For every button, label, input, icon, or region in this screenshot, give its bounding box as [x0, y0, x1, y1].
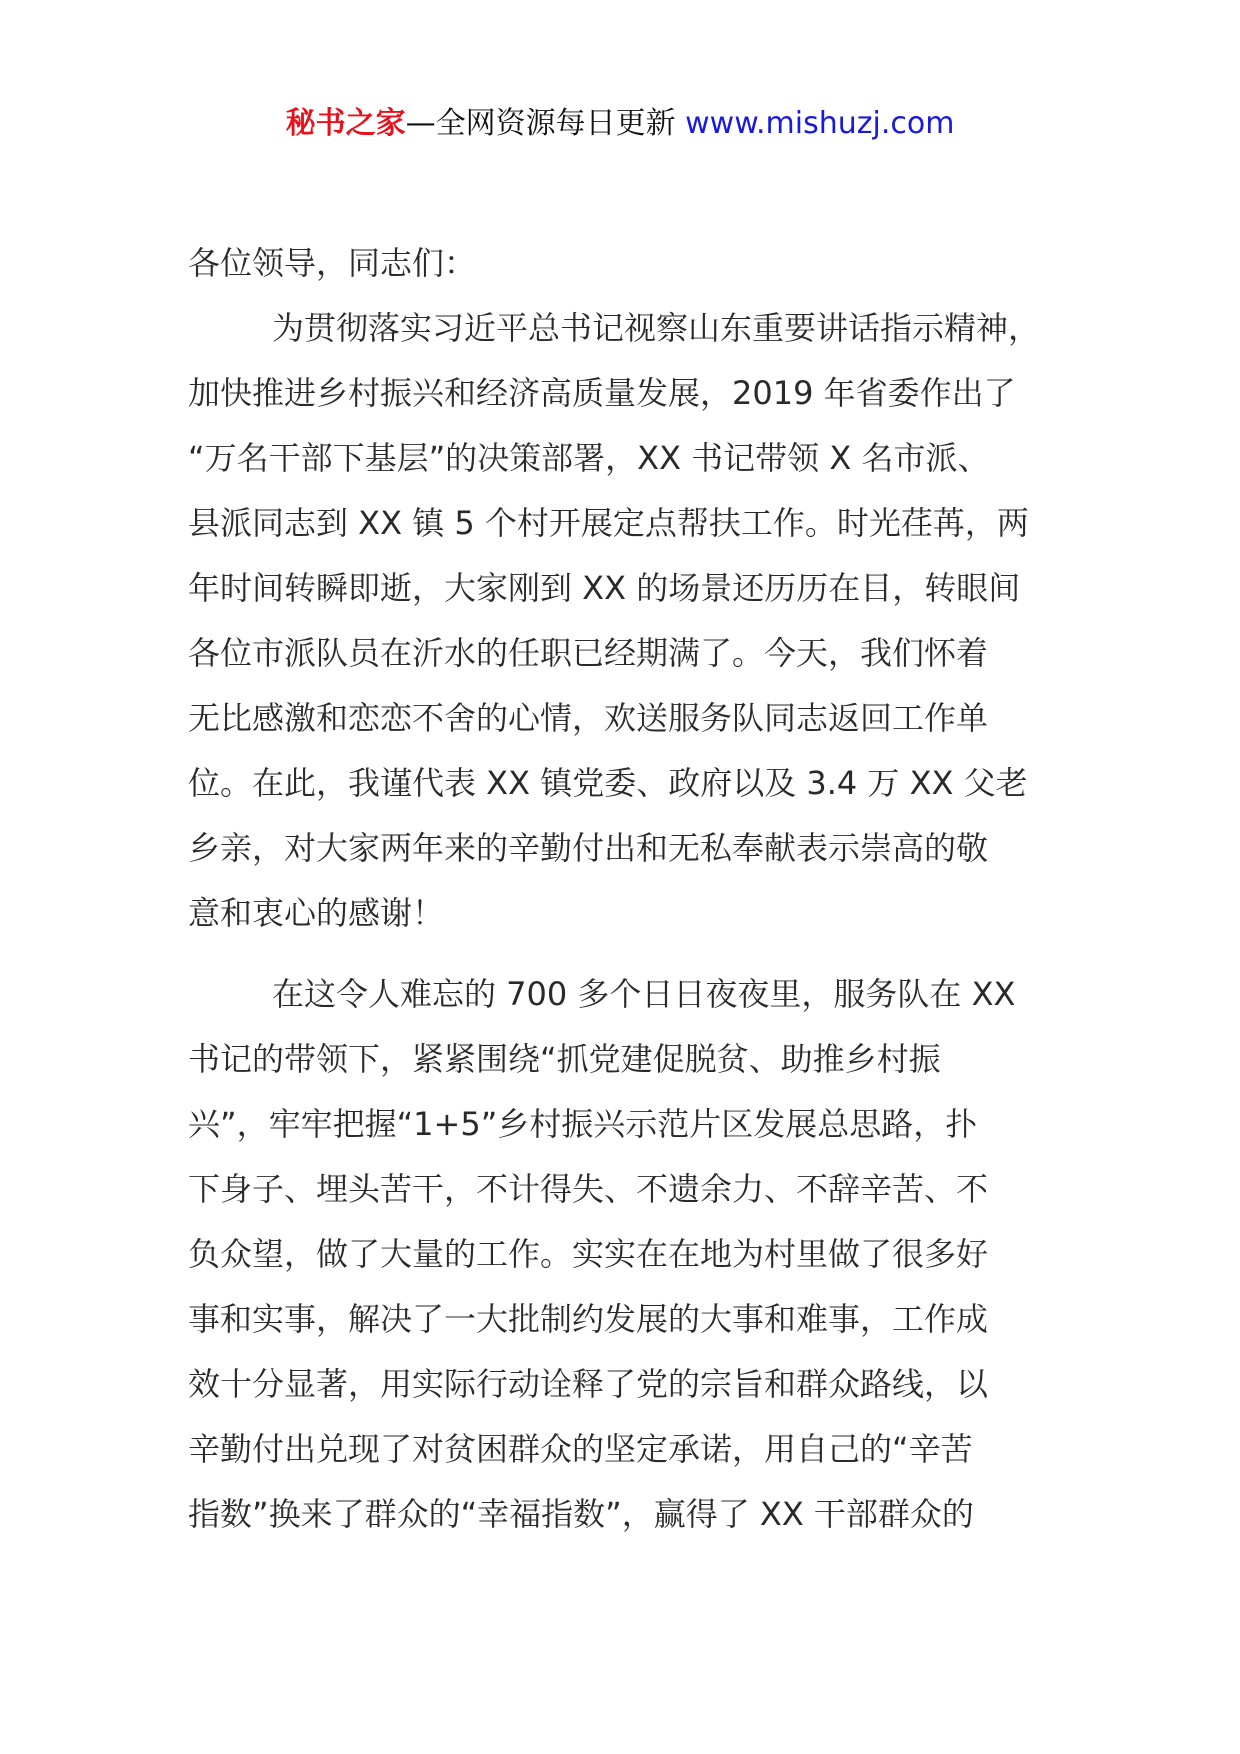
- text-line: 年时间转瞬即逝，大家刚到 XX 的场景还历历在目，转眼间: [188, 569, 1021, 607]
- paragraph-1: [188, 296, 1068, 946]
- text-line: 各位市派队员在沂水的任职已经期满了。今天，我们怀着: [188, 634, 989, 672]
- site-url-link[interactable]: www.mishuzj.com: [685, 106, 955, 141]
- page-header: [0, 100, 1240, 148]
- paragraph-spacer: [188, 946, 1068, 962]
- text-line: 辛勤付出兑现了对贫困群众的坚定承诺，用自己的“辛苦: [188, 1430, 973, 1468]
- text-line: 为贯彻落实习近平总书记视察山东重要讲话指示精神，: [272, 309, 1041, 347]
- text-line: 无比感激和恋恋不舍的心情，欢送服务队同志返回工作单: [188, 699, 989, 737]
- text-line: 下身子、埋头苦干，不计得失、不遗余力、不辞辛苦、不: [188, 1170, 989, 1208]
- text-line: 兴”，牢牢把握“1+5”乡村振兴示范片区发展总思路，扑: [188, 1105, 978, 1143]
- text-line: 效十分显著，用实际行动诠释了党的宗旨和群众路线，以: [188, 1365, 989, 1403]
- brand-name: 秘书之家: [285, 106, 406, 141]
- document-body: [188, 231, 1068, 1547]
- text-line: 书记的带领下，紧紧围绕“抓党建促脱贫、助推乡村振: [188, 1040, 941, 1078]
- text-line: 意和衷心的感谢！: [188, 894, 445, 932]
- header-tagline: —全网资源每日更新: [405, 106, 686, 141]
- text-line: 指数”换来了群众的“幸福指数”，赢得了 XX 干部群众的: [188, 1495, 974, 1533]
- text-line: 乡亲，对大家两年来的辛勤付出和无私奉献表示崇高的敬: [188, 829, 989, 867]
- text-line: 负众望，做了大量的工作。实实在在地为村里做了很多好: [188, 1235, 989, 1273]
- text-line: 位。在此，我谨代表 XX 镇党委、政府以及 3.4 万 XX 父老: [188, 764, 1028, 802]
- salutation: 各位领导，同志们：: [188, 244, 477, 282]
- text-line: 事和实事，解决了一大批制约发展的大事和难事，工作成: [188, 1300, 989, 1338]
- text-line: 县派同志到 XX 镇 5 个村开展定点帮扶工作。时光荏苒，两: [188, 504, 1029, 542]
- text-line: “万名干部下基层”的决策部署，XX 书记带领 X 名市派、: [188, 439, 990, 477]
- paragraph-2: [188, 962, 1068, 1547]
- text-line: 在这令人难忘的 700 多个日日夜夜里，服务队在 XX: [272, 975, 1016, 1013]
- text-line: 加快推进乡村振兴和经济高质量发展，2019 年省委作出了: [188, 374, 1016, 412]
